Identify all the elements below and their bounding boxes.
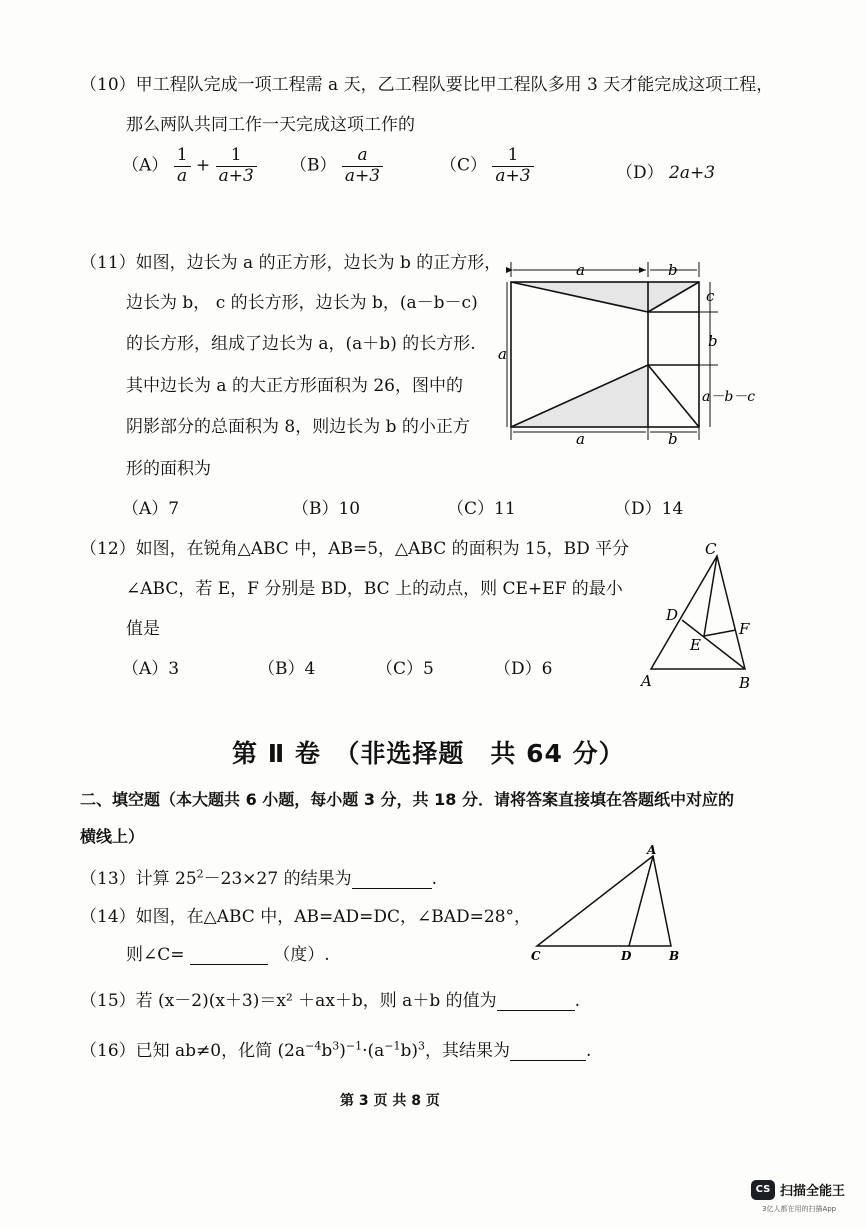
scanner-app-name: 扫描全能王 [780, 1184, 846, 1199]
q11-label-b-top: b [668, 261, 678, 279]
q10-option-b: （B） $\frac{a}{a+3}$ [290, 146, 383, 186]
q11-line-4: 其中边长为 a 的大正方形面积为 26，图中的 [126, 376, 463, 396]
q11-line-1: （11）如图，边长为 a 的正方形，边长为 b 的正方形， [80, 253, 502, 273]
q10-option-d: （D） 2a+3 [616, 163, 716, 183]
q10-stem-2: 那么两队共同工作一天完成这项工作的 [126, 115, 415, 135]
q12-line-3: 值是 [126, 619, 160, 639]
q12-label-b: B [739, 674, 751, 692]
q12-line-2: ∠ABC，若 E，F 分别是 BD，BC 上的动点，则 CE+EF 的最小 [126, 579, 623, 599]
q11-option-c: （C）11 [447, 499, 516, 519]
q12-label-c: C [705, 540, 717, 558]
q14-label-b: B [669, 949, 680, 963]
q11-rectangle-figure [490, 255, 780, 450]
q11-label-c: c [706, 287, 715, 305]
q15-answer-blank[interactable] [497, 990, 575, 1011]
q11-line-3: 的长方形，组成了边长为 a，(a＋b) 的长方形. [126, 334, 476, 354]
q12-line-1: （12）如图，在锐角△ABC 中，AB=5，△ABC 的面积为 15，BD 平分 [80, 539, 630, 559]
q11-label-b-right: b [708, 332, 718, 350]
q12-label-e: E [690, 636, 701, 654]
q14-label-a: A [647, 843, 657, 857]
q10-option-a: （A） $\frac{1}{a}$ + $\frac{1}{a+3}$ [122, 146, 257, 186]
q14-answer-blank[interactable] [190, 944, 268, 965]
q12-option-d: （D）6 [494, 659, 553, 679]
part2-instructions: 二、填空题（本大题共 6 小题，每小题 3 分，共 18 分．请将答案直接填在答题纸中对应的 [80, 790, 734, 809]
q15-stem: （15）若 (x－2)(x＋3)＝x² ＋ax＋b，则 a＋b 的值为 . [80, 991, 581, 1011]
q11-line-5: 阴影部分的总面积为 8，则边长为 b 的小正方 [126, 417, 470, 437]
q14-label-d: D [621, 949, 632, 963]
q12-label-d: D [666, 606, 679, 624]
q11-option-d: （D）14 [614, 499, 684, 519]
q11-label-amc: a－b－c [702, 389, 756, 405]
section-title: 第 Ⅱ 卷 （非选择题 共 64 分） [232, 739, 625, 768]
q14-line-1: （14）如图，在△ABC 中，AB=AD=DC，∠BAD=28°， [80, 907, 532, 927]
q12-option-b: （B）4 [258, 659, 316, 679]
q12-triangle-figure [635, 536, 765, 694]
q11-line-6: 形的面积为 [126, 459, 211, 479]
q12-option-c: （C）5 [376, 659, 434, 679]
q11-option-a: （A）7 [122, 499, 180, 519]
q12-label-f: F [739, 620, 750, 638]
q10-option-c: （C） $\frac{1}{a+3}$ [440, 146, 534, 186]
q12-label-a: A [641, 672, 652, 690]
q16-answer-blank[interactable] [510, 1040, 586, 1061]
q14-line-2: 则∠C= （度）. [126, 945, 330, 965]
part2-instructions-2: 横线上） [80, 827, 145, 846]
q11-option-b: （B）10 [292, 499, 361, 519]
scanner-app-tagline: 3亿人都在用的扫描App [762, 1205, 837, 1213]
q16-stem: （16）已知 ab≠0，化简 $(2a^{-4}b^3)^{-1}\cdot(a^{-1}b)^3$，其结果为 . [80, 1039, 592, 1061]
q14-label-c: C [531, 949, 541, 963]
q11-label-a-top: a [576, 261, 585, 279]
q14-triangle-figure [525, 838, 695, 966]
q10-stem: （10）甲工程队完成一项工程需 a 天，乙工程队要比甲工程队多用 3 天才能完成这项工程， [80, 75, 774, 95]
scanner-logo-icon: CS [751, 1180, 775, 1200]
q13-stem: （13）计算 $25^2-23\times 27$ 的结果为 . [80, 867, 437, 889]
q11-label-a-bottom: a [576, 430, 585, 448]
page-footer: 第 3 页 共 8 页 [340, 1093, 440, 1109]
q13-answer-blank[interactable] [352, 868, 432, 889]
q12-option-a: （A）3 [122, 659, 180, 679]
q11-label-b-bottom: b [668, 430, 678, 448]
q11-line-2: 边长为 b， c 的长方形，边长为 b，(a－b－c) [126, 293, 478, 313]
q11-label-a-left: a [498, 345, 507, 363]
